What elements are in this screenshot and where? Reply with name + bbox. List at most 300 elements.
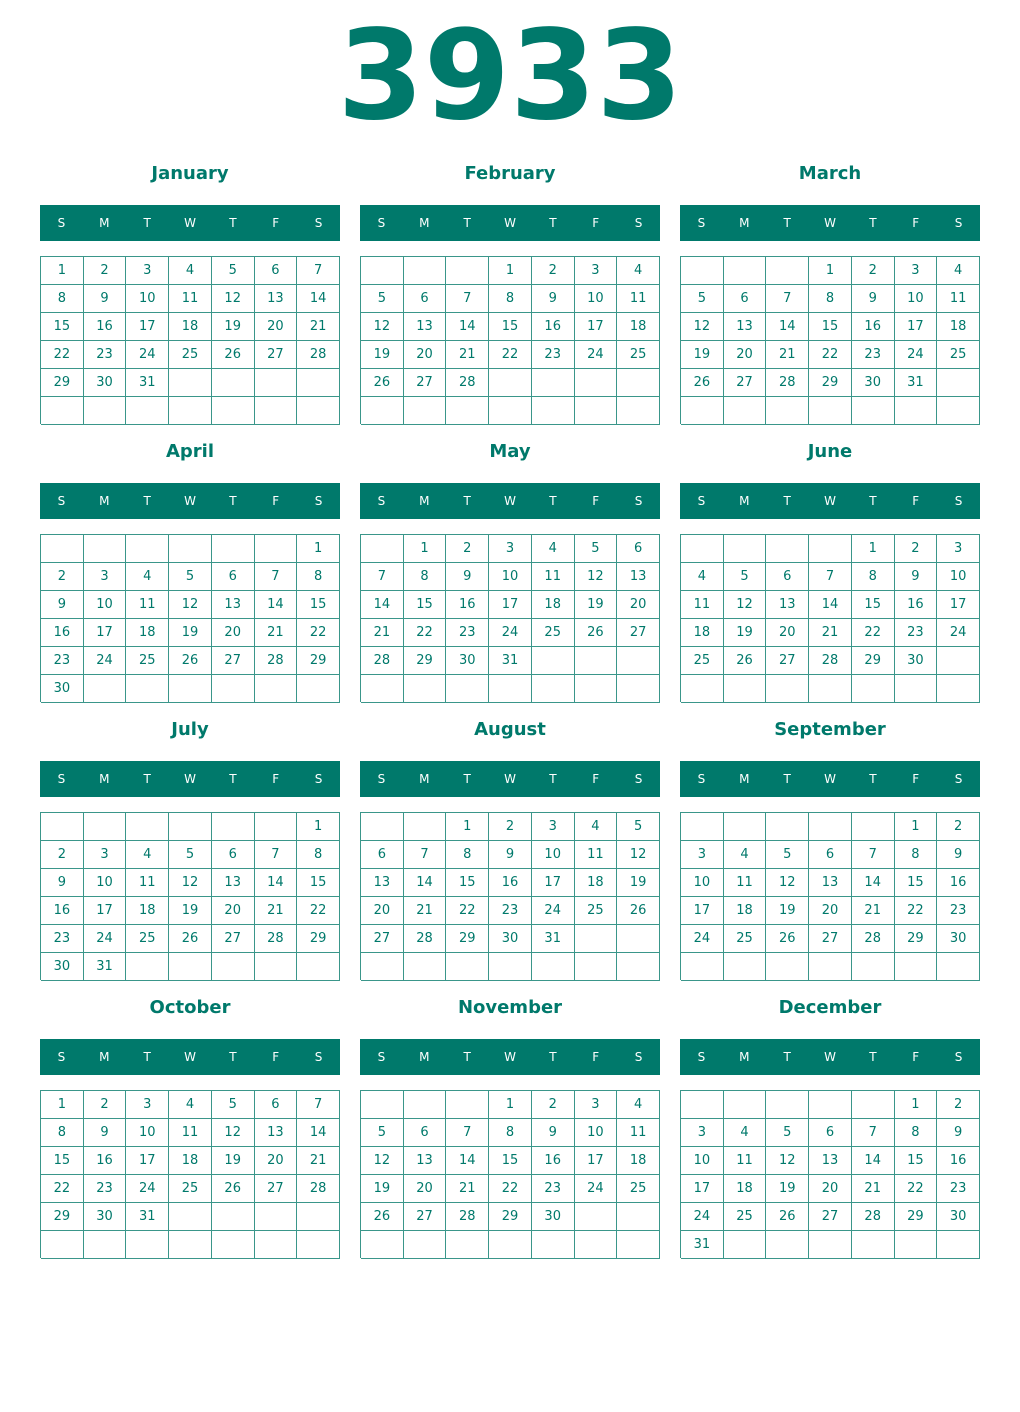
day-grid [40, 534, 340, 702]
day-cell: 8 [852, 563, 895, 591]
day-cell: 25 [126, 925, 169, 953]
day-cell: 18 [126, 897, 169, 925]
day-cell: 7 [852, 841, 895, 869]
day-cell: 10 [126, 285, 169, 313]
empty-day-cell [937, 675, 980, 703]
empty-day-cell [255, 1203, 298, 1231]
empty-day-cell [895, 397, 938, 425]
empty-day-cell [446, 953, 489, 981]
weekday-label: F [592, 494, 600, 508]
day-cell: 28 [255, 925, 298, 953]
day-cell: 8 [446, 841, 489, 869]
day-cell: 1 [895, 1091, 938, 1119]
weekday-label: T [549, 216, 557, 230]
day-cell: 27 [766, 647, 809, 675]
day-cell: 27 [212, 647, 255, 675]
day-cell: 27 [361, 925, 404, 953]
day-cell: 26 [212, 341, 255, 369]
day-cell: 10 [575, 1119, 618, 1147]
empty-day-cell [809, 953, 852, 981]
weekday-header [40, 483, 340, 519]
day-grid [40, 812, 340, 980]
day-cell: 28 [297, 1175, 340, 1203]
day-cell: 24 [937, 619, 980, 647]
day-cell: 19 [681, 341, 724, 369]
weekday-label: S [57, 216, 66, 230]
day-cell: 25 [617, 1175, 660, 1203]
empty-day-cell [446, 397, 489, 425]
day-cell: 5 [766, 1119, 809, 1147]
empty-day-cell [169, 369, 212, 397]
day-grid [360, 534, 660, 702]
day-cell: 7 [809, 563, 852, 591]
weekday-label: F [272, 216, 280, 230]
empty-day-cell [489, 369, 532, 397]
month-title: February [464, 163, 556, 184]
empty-day-cell [937, 1231, 980, 1259]
day-cell: 14 [297, 285, 340, 313]
empty-day-cell [575, 953, 618, 981]
day-cell: 8 [895, 841, 938, 869]
day-cell: 16 [532, 313, 575, 341]
day-cell: 23 [937, 897, 980, 925]
day-cell: 11 [169, 285, 212, 313]
day-cell: 16 [489, 869, 532, 897]
empty-day-cell [681, 813, 724, 841]
empty-day-cell [489, 397, 532, 425]
empty-day-cell [404, 257, 447, 285]
day-cell: 22 [404, 619, 447, 647]
day-cell: 4 [169, 1091, 212, 1119]
day-cell: 17 [681, 897, 724, 925]
weekday-label: W [184, 1050, 196, 1064]
weekday-label: S [697, 494, 706, 508]
day-cell: 29 [404, 647, 447, 675]
empty-day-cell [617, 369, 660, 397]
weekday-header [360, 205, 660, 241]
empty-day-cell [297, 397, 340, 425]
day-cell: 27 [809, 925, 852, 953]
weekday-label: F [912, 1050, 920, 1064]
day-cell: 17 [126, 1147, 169, 1175]
day-cell: 12 [169, 591, 212, 619]
day-cell: 4 [937, 257, 980, 285]
day-cell: 28 [255, 647, 298, 675]
day-cell: 6 [212, 563, 255, 591]
weekday-label: T [229, 494, 237, 508]
empty-day-cell [617, 397, 660, 425]
day-cell: 15 [489, 1147, 532, 1175]
weekday-label: T [463, 494, 471, 508]
day-cell: 2 [41, 563, 84, 591]
day-cell: 13 [404, 313, 447, 341]
empty-day-cell [681, 397, 724, 425]
day-cell: 15 [446, 869, 489, 897]
empty-day-cell [169, 953, 212, 981]
empty-day-cell [446, 675, 489, 703]
empty-day-cell [41, 1231, 84, 1259]
day-cell: 19 [766, 897, 809, 925]
empty-day-cell [126, 397, 169, 425]
empty-day-cell [852, 675, 895, 703]
weekday-label: S [954, 1050, 963, 1064]
empty-day-cell [724, 813, 767, 841]
day-cell: 24 [681, 1203, 724, 1231]
day-cell: 7 [404, 841, 447, 869]
weekday-label: T [463, 216, 471, 230]
day-cell: 10 [84, 869, 127, 897]
empty-day-cell [169, 1203, 212, 1231]
weekday-header [360, 761, 660, 797]
day-cell: 18 [617, 1147, 660, 1175]
day-cell: 11 [937, 285, 980, 313]
day-cell: 19 [724, 619, 767, 647]
weekday-label: T [549, 772, 557, 786]
day-cell: 24 [126, 1175, 169, 1203]
day-cell: 30 [446, 647, 489, 675]
day-cell: 28 [361, 647, 404, 675]
year-title: 3933 [337, 4, 683, 148]
day-cell: 11 [681, 591, 724, 619]
empty-day-cell [126, 1231, 169, 1259]
empty-day-cell [361, 1231, 404, 1259]
weekday-label: S [634, 772, 643, 786]
empty-day-cell [724, 257, 767, 285]
day-cell: 31 [126, 1203, 169, 1231]
empty-day-cell [724, 535, 767, 563]
day-cell: 28 [766, 369, 809, 397]
day-cell: 22 [852, 619, 895, 647]
empty-day-cell [404, 1091, 447, 1119]
day-cell: 18 [617, 313, 660, 341]
day-cell: 5 [169, 841, 212, 869]
weekday-label: M [419, 494, 430, 508]
day-cell: 15 [809, 313, 852, 341]
day-cell: 15 [895, 1147, 938, 1175]
empty-day-cell [361, 813, 404, 841]
weekday-label: M [99, 1050, 110, 1064]
day-cell: 9 [41, 869, 84, 897]
weekday-label: T [143, 494, 151, 508]
day-cell: 14 [766, 313, 809, 341]
day-cell: 13 [212, 591, 255, 619]
weekday-label: M [739, 216, 750, 230]
day-cell: 29 [809, 369, 852, 397]
empty-day-cell [937, 397, 980, 425]
weekday-label: T [229, 216, 237, 230]
day-cell: 17 [575, 1147, 618, 1175]
weekday-header [40, 205, 340, 241]
weekday-label: W [824, 1050, 836, 1064]
day-cell: 31 [84, 953, 127, 981]
day-cell: 2 [41, 841, 84, 869]
day-cell: 13 [809, 869, 852, 897]
day-grid [40, 1090, 340, 1258]
day-cell: 16 [852, 313, 895, 341]
empty-day-cell [681, 1091, 724, 1119]
day-cell: 10 [937, 563, 980, 591]
day-cell: 21 [361, 619, 404, 647]
empty-day-cell [297, 369, 340, 397]
day-cell: 3 [84, 563, 127, 591]
day-cell: 13 [212, 869, 255, 897]
empty-day-cell [852, 1091, 895, 1119]
day-cell: 3 [937, 535, 980, 563]
empty-day-cell [297, 1203, 340, 1231]
day-cell: 1 [852, 535, 895, 563]
day-cell: 14 [446, 1147, 489, 1175]
day-cell: 9 [84, 285, 127, 313]
day-cell: 5 [575, 535, 618, 563]
day-cell: 4 [126, 563, 169, 591]
day-cell: 17 [84, 897, 127, 925]
empty-day-cell [404, 397, 447, 425]
day-cell: 22 [446, 897, 489, 925]
weekday-label: T [143, 1050, 151, 1064]
empty-day-cell [617, 675, 660, 703]
day-cell: 24 [681, 925, 724, 953]
day-cell: 28 [404, 925, 447, 953]
day-cell: 18 [724, 897, 767, 925]
empty-day-cell [126, 675, 169, 703]
day-cell: 26 [617, 897, 660, 925]
day-cell: 17 [126, 313, 169, 341]
day-cell: 5 [361, 285, 404, 313]
day-cell: 11 [126, 869, 169, 897]
weekday-header [360, 1039, 660, 1075]
day-cell: 10 [532, 841, 575, 869]
day-cell: 7 [446, 285, 489, 313]
day-cell: 17 [937, 591, 980, 619]
day-cell: 3 [681, 841, 724, 869]
day-cell: 24 [126, 341, 169, 369]
empty-day-cell [937, 369, 980, 397]
empty-day-cell [766, 675, 809, 703]
day-cell: 15 [41, 313, 84, 341]
day-cell: 1 [809, 257, 852, 285]
day-cell: 8 [489, 285, 532, 313]
empty-day-cell [212, 1203, 255, 1231]
day-cell: 5 [617, 813, 660, 841]
day-cell: 5 [212, 1091, 255, 1119]
day-cell: 6 [404, 285, 447, 313]
weekday-label: S [57, 772, 66, 786]
day-cell: 24 [575, 1175, 618, 1203]
day-cell: 20 [255, 1147, 298, 1175]
day-cell: 9 [532, 285, 575, 313]
day-cell: 7 [361, 563, 404, 591]
day-cell: 14 [361, 591, 404, 619]
empty-day-cell [169, 535, 212, 563]
day-cell: 18 [169, 1147, 212, 1175]
day-cell: 19 [212, 313, 255, 341]
empty-day-cell [126, 535, 169, 563]
day-cell: 4 [724, 1119, 767, 1147]
day-cell: 14 [852, 869, 895, 897]
day-cell: 9 [489, 841, 532, 869]
day-cell: 2 [84, 1091, 127, 1119]
day-cell: 5 [361, 1119, 404, 1147]
day-cell: 3 [681, 1119, 724, 1147]
day-cell: 10 [84, 591, 127, 619]
day-cell: 26 [766, 925, 809, 953]
day-cell: 24 [575, 341, 618, 369]
day-cell: 4 [724, 841, 767, 869]
day-cell: 11 [724, 1147, 767, 1175]
day-cell: 21 [297, 1147, 340, 1175]
weekday-label: T [783, 216, 791, 230]
empty-day-cell [404, 1231, 447, 1259]
weekday-label: T [549, 1050, 557, 1064]
day-cell: 19 [361, 341, 404, 369]
day-cell: 25 [681, 647, 724, 675]
day-cell: 18 [532, 591, 575, 619]
weekday-label: S [377, 216, 386, 230]
weekday-header [40, 761, 340, 797]
day-cell: 3 [895, 257, 938, 285]
empty-day-cell [766, 813, 809, 841]
empty-day-cell [255, 397, 298, 425]
day-cell: 17 [84, 619, 127, 647]
day-cell: 7 [446, 1119, 489, 1147]
weekday-label: W [504, 1050, 516, 1064]
month-title: October [149, 997, 231, 1018]
day-cell: 11 [169, 1119, 212, 1147]
day-cell: 12 [361, 313, 404, 341]
empty-day-cell [212, 1231, 255, 1259]
day-cell: 25 [617, 341, 660, 369]
empty-day-cell [575, 647, 618, 675]
day-cell: 15 [297, 591, 340, 619]
weekday-label: F [272, 1050, 280, 1064]
day-cell: 30 [895, 647, 938, 675]
day-grid [40, 256, 340, 424]
day-cell: 21 [852, 1175, 895, 1203]
weekday-label: F [592, 1050, 600, 1064]
day-cell: 25 [724, 1203, 767, 1231]
day-cell: 27 [255, 341, 298, 369]
day-cell: 6 [255, 1091, 298, 1119]
weekday-label: F [272, 772, 280, 786]
weekday-label: M [99, 772, 110, 786]
day-cell: 5 [681, 285, 724, 313]
day-cell: 16 [532, 1147, 575, 1175]
weekday-label: F [592, 772, 600, 786]
empty-day-cell [809, 1231, 852, 1259]
day-cell: 3 [575, 1091, 618, 1119]
empty-day-cell [575, 369, 618, 397]
day-cell: 6 [617, 535, 660, 563]
day-cell: 14 [809, 591, 852, 619]
day-cell: 13 [404, 1147, 447, 1175]
day-cell: 13 [255, 1119, 298, 1147]
day-cell: 25 [169, 1175, 212, 1203]
empty-day-cell [937, 953, 980, 981]
empty-day-cell [617, 925, 660, 953]
day-cell: 13 [724, 313, 767, 341]
weekday-label: T [869, 216, 877, 230]
day-cell: 16 [41, 897, 84, 925]
empty-day-cell [681, 257, 724, 285]
month-title: January [151, 163, 229, 184]
month-title: May [489, 441, 531, 462]
day-cell: 18 [169, 313, 212, 341]
day-cell: 12 [681, 313, 724, 341]
day-cell: 27 [809, 1203, 852, 1231]
empty-day-cell [852, 813, 895, 841]
day-cell: 24 [84, 647, 127, 675]
day-cell: 22 [895, 897, 938, 925]
day-cell: 20 [617, 591, 660, 619]
empty-day-cell [532, 953, 575, 981]
day-cell: 10 [489, 563, 532, 591]
day-cell: 25 [724, 925, 767, 953]
day-cell: 18 [126, 619, 169, 647]
day-cell: 14 [446, 313, 489, 341]
empty-day-cell [169, 675, 212, 703]
day-cell: 1 [489, 257, 532, 285]
day-cell: 8 [41, 1119, 84, 1147]
empty-day-cell [809, 397, 852, 425]
empty-day-cell [255, 535, 298, 563]
weekday-label: M [739, 494, 750, 508]
empty-day-cell [169, 1231, 212, 1259]
day-cell: 24 [532, 897, 575, 925]
day-cell: 28 [446, 1203, 489, 1231]
weekday-label: S [57, 494, 66, 508]
weekday-label: F [592, 216, 600, 230]
day-cell: 20 [809, 1175, 852, 1203]
month-title: March [798, 163, 862, 184]
empty-day-cell [809, 813, 852, 841]
day-cell: 22 [297, 897, 340, 925]
weekday-label: T [143, 216, 151, 230]
day-cell: 2 [532, 257, 575, 285]
empty-day-cell [297, 675, 340, 703]
weekday-label: M [419, 216, 430, 230]
day-cell: 22 [41, 341, 84, 369]
empty-day-cell [895, 953, 938, 981]
day-cell: 1 [41, 1091, 84, 1119]
weekday-label: T [783, 772, 791, 786]
weekday-label: T [229, 772, 237, 786]
weekday-label: S [697, 216, 706, 230]
empty-day-cell [404, 953, 447, 981]
empty-day-cell [255, 1231, 298, 1259]
day-cell: 30 [852, 369, 895, 397]
day-cell: 11 [617, 285, 660, 313]
empty-day-cell [809, 535, 852, 563]
weekday-label: M [739, 772, 750, 786]
empty-day-cell [255, 953, 298, 981]
day-cell: 20 [766, 619, 809, 647]
day-cell: 14 [255, 591, 298, 619]
empty-day-cell [446, 257, 489, 285]
empty-day-cell [681, 953, 724, 981]
empty-day-cell [617, 1203, 660, 1231]
day-cell: 31 [895, 369, 938, 397]
empty-day-cell [84, 813, 127, 841]
empty-day-cell [84, 675, 127, 703]
empty-day-cell [489, 675, 532, 703]
empty-day-cell [212, 535, 255, 563]
day-cell: 13 [255, 285, 298, 313]
empty-day-cell [681, 535, 724, 563]
day-cell: 3 [126, 257, 169, 285]
day-cell: 6 [404, 1119, 447, 1147]
empty-day-cell [361, 397, 404, 425]
empty-day-cell [297, 1231, 340, 1259]
